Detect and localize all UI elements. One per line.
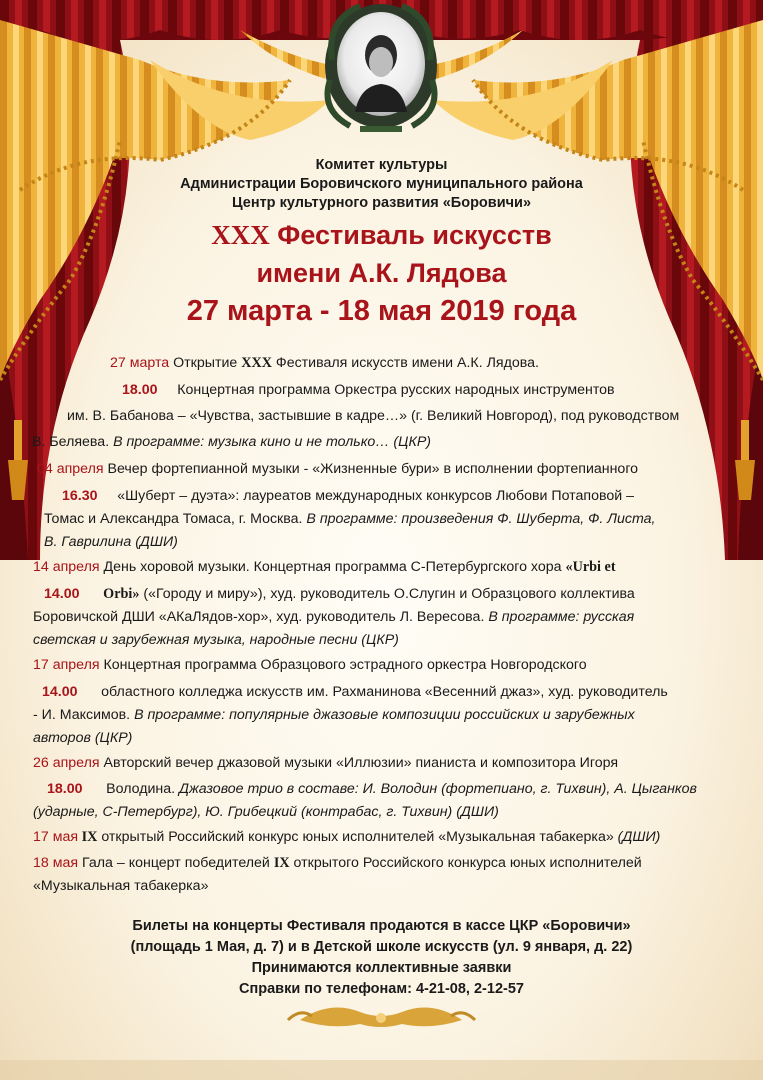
event-text: Томас и Александра Томаса, г. Москва. — [44, 511, 307, 527]
event-line: «Музыкальная табакерка» — [33, 878, 209, 894]
event-text: - И. Максимов. — [33, 707, 135, 723]
festival-dates: 27 марта - 18 мая 2019 года — [186, 295, 577, 327]
event-program: Джазовое трио в составе: И. Володин (фортепиано, г. Тихвин), А. Цыганков — [179, 781, 697, 797]
event-program: В программе: произведения Ф. Шуберта, Ф. Листа, — [306, 511, 656, 527]
roman-numeral: IX — [78, 829, 98, 845]
event-program: авторов (ЦКР) — [33, 730, 133, 746]
event-text: День хоровой музыки. Концертная программа С-Петербургского хора — [99, 559, 566, 575]
event-line — [33, 852, 642, 875]
choir-name: Orbi» — [103, 586, 140, 602]
event-line — [33, 606, 634, 629]
tickets-info: Билеты на концерты Фестиваля продаются в кассе ЦКР «Боровичи» — [132, 918, 631, 934]
event-text: Концертная программа Оркестра русских народных инструментов — [177, 382, 615, 398]
event-line — [110, 352, 539, 375]
header-administration: Администрации Боровичского муниципального района — [180, 176, 583, 192]
event-text: открытый Российский конкурс юных исполнителей «Музыкальная табакерка» — [97, 829, 618, 845]
event-line — [33, 654, 587, 677]
choir-name: «Urbi et — [565, 559, 616, 575]
event-text: Открытие — [169, 355, 242, 371]
event-date: 26 апреля — [33, 755, 100, 771]
roman-numeral: XXX — [241, 355, 272, 371]
event-line — [33, 556, 616, 579]
event-program: В программе: музыка кино и не только… (ЦКР) — [113, 434, 432, 450]
event-line — [44, 508, 655, 531]
gold-scroll-ornament-icon — [288, 1008, 475, 1028]
event-program: (ударные, С-Петербург), Ю. Грибецкий (контрабас, г. Тихвин) (ДШИ) — [33, 804, 499, 820]
event-text: открытого Российского конкурса юных исполнителей — [289, 855, 642, 871]
festival-title — [0, 217, 763, 253]
event-date: 14 апреля — [33, 559, 100, 575]
tickets-address: (площадь 1 Мая, д. 7) и в Детской школе искусств (ул. 9 января, д. 22) — [130, 939, 633, 955]
event-text: Володина. — [106, 781, 180, 797]
event-text: «Шуберт – дуэта»: лауреатов международных конкурсов Любови Потаповой – — [117, 488, 635, 504]
event-text: В. Беляева. — [32, 434, 114, 450]
event-line — [33, 752, 618, 775]
event-line — [44, 531, 178, 554]
event-line — [33, 704, 635, 727]
portrait-medallion-icon — [325, 4, 437, 132]
event-line — [47, 778, 697, 801]
event-line — [62, 485, 634, 508]
group-orders: Принимаются коллективные заявки — [251, 960, 512, 976]
roman-numeral: IX — [273, 855, 290, 871]
event-line: им. В. Бабанова – «Чувства, застывшие в кадре…» (г. Великий Новгород), под руководством — [67, 408, 680, 424]
event-time: 14.00 — [42, 684, 78, 700]
event-line — [44, 583, 635, 606]
event-time: 18.00 — [122, 382, 158, 398]
event-date: 27 марта — [110, 355, 170, 371]
event-time: 18.00 — [47, 781, 83, 797]
event-date: 04 апреля — [37, 461, 104, 477]
event-text: Концертная программа Образцового эстрадного оркестра Новгородского — [99, 657, 587, 673]
event-program: В программе: популярные джазовые композиции российских и зарубежных — [134, 707, 635, 723]
event-text: Гала – концерт победителей — [78, 855, 274, 871]
event-program: (ДШИ) — [617, 829, 661, 845]
event-line — [122, 379, 615, 402]
event-program: В. Гаврилина (ДШИ) — [44, 534, 178, 550]
event-time: 14.00 — [44, 586, 80, 602]
event-date: 17 мая — [33, 829, 79, 845]
festival-subtitle: имени А.К. Лядова — [256, 258, 507, 288]
title-roman-numeral: XXX — [211, 220, 270, 250]
event-date: 18 мая — [33, 855, 79, 871]
phone-info: Справки по телефонам: 4-21-08, 2-12-57 — [239, 981, 524, 997]
header-center: Центр культурного развития «Боровичи» — [231, 195, 532, 211]
event-line — [37, 458, 638, 481]
event-text: Фестиваля искусств имени А.К. Лядова. — [271, 355, 539, 371]
event-text: («Городу и миру»), худ. руководитель О.Слугин и Образцового коллектива — [139, 586, 635, 602]
event-text: Авторский вечер джазовой музыки «Иллюзии» пианиста и композитора Игоря — [99, 755, 619, 771]
event-line — [42, 681, 668, 704]
event-program: светская и зарубежная музыка, народные песни (ЦКР) — [33, 632, 399, 648]
event-program: В программе: русская — [488, 609, 635, 625]
event-line — [33, 801, 499, 824]
title-text: Фестиваль искусств — [269, 220, 552, 250]
header-committee: Комитет культуры — [315, 157, 448, 173]
event-text: Вечер фортепианной музыки - «Жизненные бури» в исполнении фортепианного — [103, 461, 639, 477]
event-time: 16.30 — [62, 488, 98, 504]
event-date: 17 апреля — [33, 657, 100, 673]
event-line — [32, 431, 431, 454]
event-line — [33, 826, 660, 849]
event-text: областного колледжа искусств им. Рахманинова «Весенний джаз», худ. руководитель — [101, 684, 668, 700]
event-line — [33, 727, 132, 750]
event-line — [33, 629, 399, 652]
event-text: Боровичской ДШИ «АКаЛядов-хор», худ. руководитель Л. Вересова. — [33, 609, 489, 625]
